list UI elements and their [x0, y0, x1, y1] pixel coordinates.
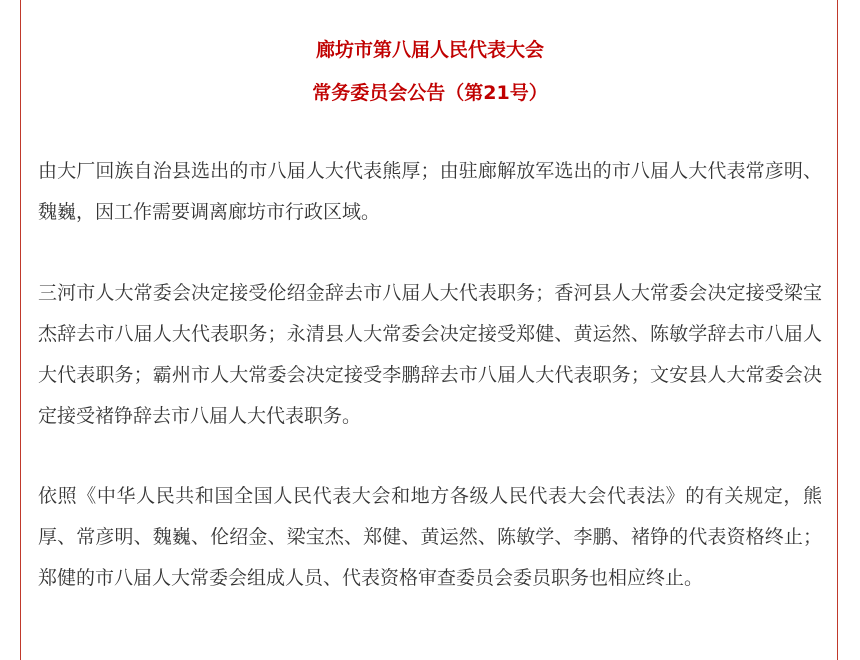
- paragraph-relocation: 由大厂回族自治县选出的市八届人大代表熊厚；由驻廊解放军选出的市八届人大代表常彦明、魏巍，因工作需要调离廊坊市行政区域。: [38, 160, 822, 223]
- document-subtitle: 常务委员会公告（第21号）: [312, 82, 548, 104]
- document-title: 廊坊市第八届人民代表大会: [315, 39, 544, 61]
- paragraph-termination: 依照《中华人民共和国全国人民代表大会和地方各级人民代表大会代表法》的有关规定，熊厚、常彦明、魏巍、伦绍金、梁宝杰、郑健、黄运然、陈敏学、李鹏、褚铮的代表资格终止；郑健的市八届人大常委会组成人员、代表资格审查委员会委员职务也相应终止。: [38, 485, 822, 589]
- paragraph-resignations: 三河市人大常委会决定接受伦绍金辞去市八届人大代表职务；香河县人大常委会决定接受梁宝杰辞去市八届人大代表职务；永清县人大常委会决定接受郑健、黄运然、陈敏学辞去市八届人大代表职务；霸州市人大常委会决定接受李鹏辞去市八届人大代表职务；文安县人大常委会决定接受褚铮辞去市八届人大代表职务。: [38, 282, 822, 427]
